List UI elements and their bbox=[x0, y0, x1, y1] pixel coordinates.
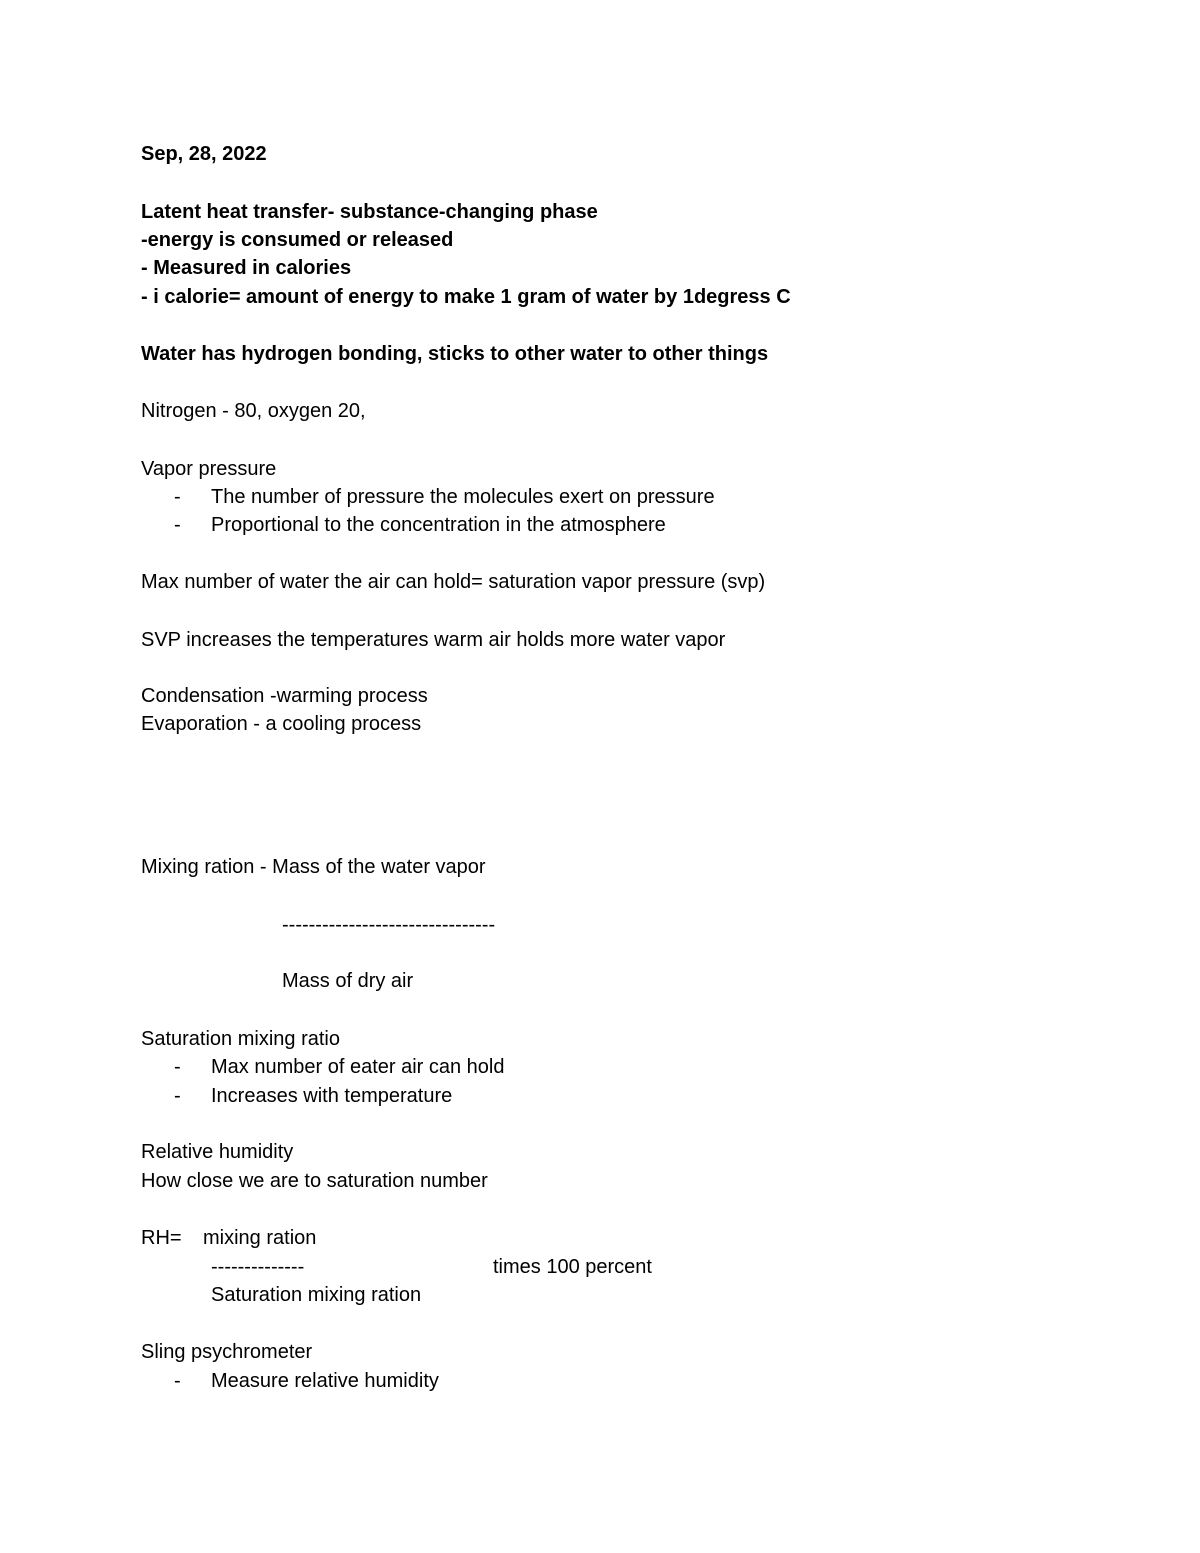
rh-multiplier: times 100 percent bbox=[493, 1256, 652, 1278]
water-bonding-line: Water has hydrogen bonding, sticks to other water to other things bbox=[141, 343, 769, 365]
relative-humidity-description: How close we are to saturation number bbox=[141, 1170, 488, 1192]
mixing-ratio-divider: -------------------------------- bbox=[282, 914, 496, 936]
vapor-pressure-bullet-2: Proportional to the concentration in the atmosphere bbox=[211, 514, 666, 536]
latent-heat-heading: Latent heat transfer- substance-changing phase bbox=[141, 201, 598, 223]
latent-heat-line-3: - i calorie= amount of energy to make 1 gram of water by 1degress C bbox=[141, 286, 791, 308]
latent-heat-line-1: -energy is consumed or released bbox=[141, 229, 454, 251]
condensation-line: Condensation -warming process bbox=[141, 685, 428, 707]
relative-humidity-heading: Relative humidity bbox=[141, 1141, 294, 1163]
latent-heat-line-2: - Measured in calories bbox=[141, 257, 352, 279]
bullet-marker: - bbox=[174, 486, 181, 508]
vapor-pressure-heading: Vapor pressure bbox=[141, 458, 277, 480]
saturation-mixing-bullet-1: Max number of eater air can hold bbox=[211, 1056, 505, 1078]
rh-label: RH= bbox=[141, 1227, 182, 1249]
vapor-pressure-bullet-1: The number of pressure the molecules exert on pressure bbox=[211, 486, 715, 508]
bullet-marker: - bbox=[174, 1056, 181, 1078]
rh-numerator: mixing ration bbox=[203, 1227, 317, 1249]
evaporation-line: Evaporation - a cooling process bbox=[141, 713, 422, 735]
sling-heading: Sling psychrometer bbox=[141, 1341, 313, 1363]
max-water-line: Max number of water the air can hold= saturation vapor pressure (svp) bbox=[141, 571, 766, 593]
saturation-mixing-heading: Saturation mixing ratio bbox=[141, 1028, 340, 1050]
rh-denominator: Saturation mixing ration bbox=[211, 1284, 422, 1306]
mixing-ratio-denominator: Mass of dry air bbox=[282, 970, 414, 992]
bullet-marker: - bbox=[174, 1085, 181, 1107]
sling-bullet-1: Measure relative humidity bbox=[211, 1370, 439, 1392]
svp-increase-line: SVP increases the temperatures warm air holds more water vapor bbox=[141, 629, 726, 651]
mixing-ratio-line: Mixing ration - Mass of the water vapor bbox=[141, 856, 486, 878]
rh-divider: -------------- bbox=[211, 1256, 305, 1278]
bullet-marker: - bbox=[174, 1370, 181, 1392]
bullet-marker: - bbox=[174, 514, 181, 536]
note-date: Sep, 28, 2022 bbox=[141, 143, 267, 165]
saturation-mixing-bullet-2: Increases with temperature bbox=[211, 1085, 453, 1107]
air-composition-line: Nitrogen - 80, oxygen 20, bbox=[141, 400, 366, 422]
